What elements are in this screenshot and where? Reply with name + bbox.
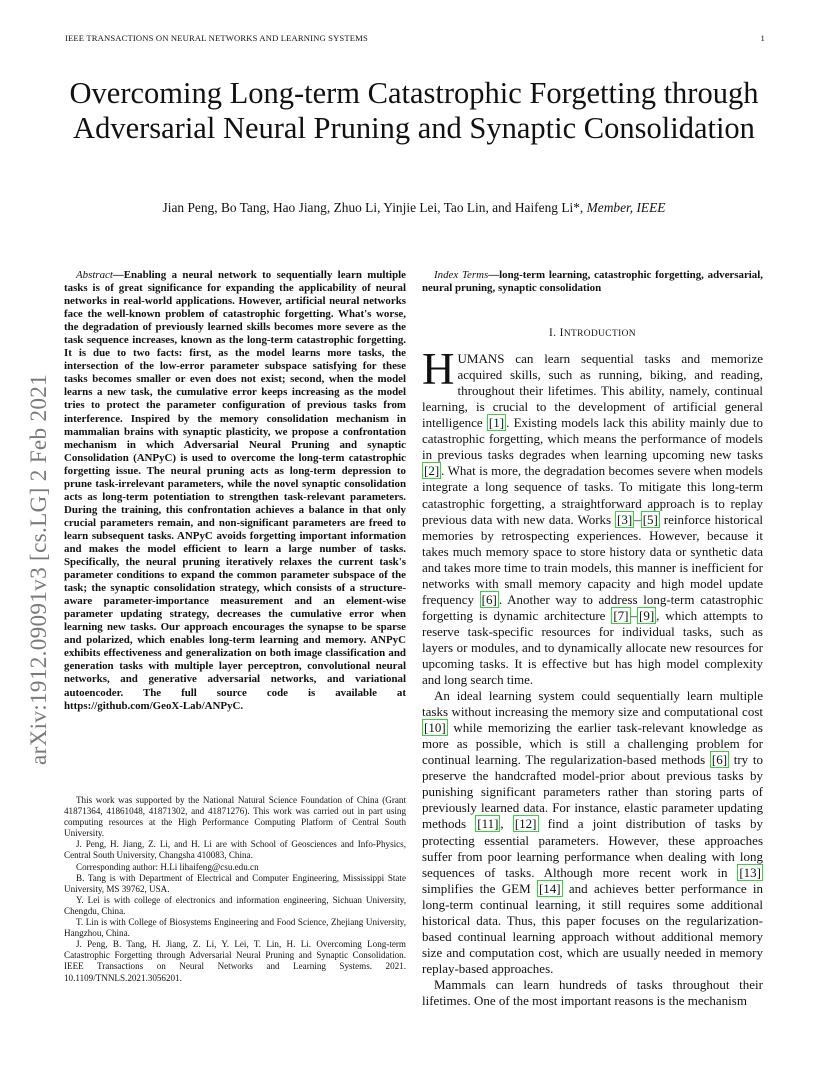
running-header: [65, 33, 765, 47]
lead-word: UMANS: [457, 351, 505, 367]
text-run: ,: [500, 816, 513, 832]
text-run: An ideal learning system could sequentially learn multiple tasks without increasing the memory size and computational cost: [422, 688, 763, 720]
section-title-first: I: [559, 327, 564, 340]
citation-link[interactable]: [6]: [481, 591, 497, 607]
section-heading-introduction: [422, 327, 763, 339]
index-terms: [422, 269, 763, 295]
text-run: can learn sequential tasks and memorize acquired skills, such as running, biking, and reading, throughout their lifetimes. This ability, namely, continual learning, is crucial to the development of artificial general intelligence: [422, 351, 763, 431]
intro-paragraph-3: Mammals can learn hundreds of tasks throughout their lifetimes. One of the most important reasons is the mechanism: [422, 976, 763, 1008]
text-run: , which attempts to reserve task-specific resources for individual tasks, such as layers or modules, and to dynamically allocate new resources for upcoming tasks. It is effective but has high model complexity and long search time.: [422, 607, 763, 688]
text-run: . What is more, the degradation becomes severe when models integrate a long sequence of tasks. To mitigate this long-term catastrophic forgetting, a straightforward approach is to replay previous data with new data. Works: [422, 463, 763, 527]
citation-link[interactable]: [2]: [424, 463, 440, 479]
abstract: [64, 269, 406, 713]
footnote-affiliation: T. Lin is with College of Biosystems Engineering and Food Science, Zhejiang University, Hangzhou, China.: [64, 917, 406, 939]
citation-link[interactable]: [14]: [538, 880, 561, 896]
footnote-funding: This work was supported by the National Natural Science Foundation of China (Grant 41871364, 41861048, 41871302, and 41871276). This work was carried out in part using computing resources at the High Performance Computing Platform of Central South University.: [64, 795, 406, 839]
footnote-citation: J. Peng, B. Tang, H. Jiang, Z. Li, Y. Lei, T. Lin, H. Li. Overcoming Long-term Catastrophic Forgetting through Adversarial Neural Pruning and Synaptic Consolidation. IEEE Transactions on Neural Networks and Learning Systems. 2021. 10.1109/TNNLS.2021.3056201.: [64, 939, 406, 983]
paper-title: Overcoming Long-term Catastrophic Forgetting through Adversarial Neural Pruning and Synaptic Consolidation: [69, 76, 759, 145]
text-run: –: [630, 607, 637, 623]
footnote-affiliation: J. Peng, H. Jiang, Z. Li, and H. Li are with School of Geosciences and Info-Physics, Central South University, Changsha 410083, China.: [64, 839, 406, 861]
right-column: [422, 269, 763, 1009]
author-membership: Member, IEEE: [586, 200, 666, 215]
text-run: simplifies the GEM: [422, 880, 537, 896]
citation-link[interactable]: [7]: [613, 607, 629, 623]
footnote-corresponding: Corresponding author: H.Li lihaifeng@csu.edu.cn: [76, 861, 259, 872]
abstract-text: —Enabling a neural network to sequentially learn multiple tasks is of great significance for expanding the applicability of neural networks in real-world applications. However, artificial neural networks face the well-known problem of catastrophic forgetting. What's worse, the degradation of previously learned skills becomes more severe as the task sequence increases, known as the long-term catastrophic forgetting. It is due to two facts: first, as the model learns more tasks, the intersection of the low-error parameter subspace satisfying for these tasks becomes smaller or even does not exist; second, when the model learns a new task, the cumulative error keeps increasing as the model tries to protect the parameter configuration of previous tasks from interference. Inspired by the memory consolidation mechanism in mammalian brains with synaptic plasticity, we propose a confrontation mechanism in which Adversarial Neural Pruning and synaptic Consolidation (ANPyC) is used to overcome the long-term catastrophic forgetting issue. The neural pruning acts as long-term depression to prune task-irrelevant parameters, while the novel synaptic consolidation acts as long-term potentiation to strengthen task-relevant parameters. During the training, this confrontation achieves a balance in that only crucial parameters remain, and non-significant parameters are freed to learn subsequent tasks. ANPyC avoids forgetting important information and makes the model efficient to learn a large number of tasks. Specifically, the neural pruning iteratively relaxes the current task's parameter conditions to expand the common parameter subspace of the task; the synaptic consolidation strategy, which consists of a structure-aware parameter-importance measurement and an element-wise parameter updating strategy, decreases the cumulative error when learning new tasks. Our approach encourages the synapse to be sparse and polarized, which enables long-term learning and memory. ANPyC exhibits effectiveness and generalization on both image classification and generation tasks with multiple layer perceptron, convolutional neural networks, and generative adversarial networks, and variational autoencoder. The full source code is available at https://github.com/GeoX-Lab/ANPyC.: [64, 269, 406, 712]
citation-link[interactable]: [6]: [711, 752, 728, 768]
footnotes: [64, 795, 406, 984]
section-title-rest: NTRODUCTION: [563, 329, 636, 340]
footnote-affiliation: Y. Lei is with college of electronics and information engineering, Sichuan University, Chengdu, China.: [64, 894, 406, 916]
journal-name: IEEE TRANSACTIONS ON NEURAL NETWORKS AND LEARNING SYSTEMS: [65, 33, 368, 43]
page-number: 1: [760, 33, 765, 43]
citation-link[interactable]: [12]: [514, 816, 537, 832]
arxiv-identifier: arXiv:1912.09091v3 [cs.LG] 2 Feb 2021: [26, 373, 52, 765]
text-run: and achieves better performance in long-term continual learning, it still requires some additional historical data. Thus, this paper focuses on the regularization-based continual learning approach without additional memory size and computation cost, which are usually needed in memory replay-based approaches.: [422, 880, 763, 976]
author-list: [60, 200, 768, 216]
author-names: Jian Peng, Bo Tang, Hao Jiang, Zhuo Li, Yinjie Lei, Tao Lin, and Haifeng Li*,: [162, 200, 587, 215]
citation-link[interactable]: [5]: [642, 511, 658, 527]
text-run: reinforce historical memories by retrospecting experiences. However, because it takes much memory space to store history data or synthetic data and takes more time to train models, this manner is inefficient for networks with small memory capacity and high model update frequency: [422, 511, 763, 607]
citation-link[interactable]: [10]: [424, 720, 446, 736]
citation-link[interactable]: [13]: [739, 864, 761, 880]
left-column: [64, 269, 406, 713]
intro-paragraph-2: [422, 688, 763, 977]
section-number: I.: [549, 327, 557, 340]
citation-link[interactable]: [1]: [488, 415, 505, 431]
text-run: find a joint distribution of tasks by protecting essential parameters. However, these approaches suffer from poor learning performance when dealing with long sequences of tasks. Although more recent work in: [422, 816, 764, 880]
intro-paragraph-1: [422, 344, 764, 688]
drop-cap: H: [422, 344, 455, 395]
index-terms-text: —long-term learning, catastrophic forgetting, adversarial, neural pruning, synaptic consolidation: [422, 269, 763, 295]
text-run: try to preserve the handcrafted model-prior about previous tasks by punishing significant parameters rather than storing parts of previously learned data. For instance, elastic parameter updating methods: [422, 752, 763, 832]
citation-link[interactable]: [11]: [477, 816, 499, 832]
text-run: while memorizing the earlier task-relevant knowledge as more as possible, which is still a challenging problem for continual learning. The regularization-based methods: [422, 720, 763, 768]
citation-link[interactable]: [9]: [639, 607, 655, 623]
index-terms-label: Index Terms: [434, 269, 489, 281]
footnote-affiliation: B. Tang is with Department of Electrical and Computer Engineering, Mississippi State University, MS 39762, USA.: [64, 872, 406, 894]
text-run: . Another way to address long-term catastrophic forgetting is dynamic architecture: [422, 591, 763, 623]
abstract-label: Abstract: [76, 269, 113, 281]
text-run: . Existing models lack this ability mainly due to catastrophic forgetting, which means the performance of models in previous tasks degrades when learning upcoming new tasks: [422, 415, 764, 463]
text-run: –: [634, 511, 641, 527]
citation-link[interactable]: [3]: [617, 511, 633, 527]
